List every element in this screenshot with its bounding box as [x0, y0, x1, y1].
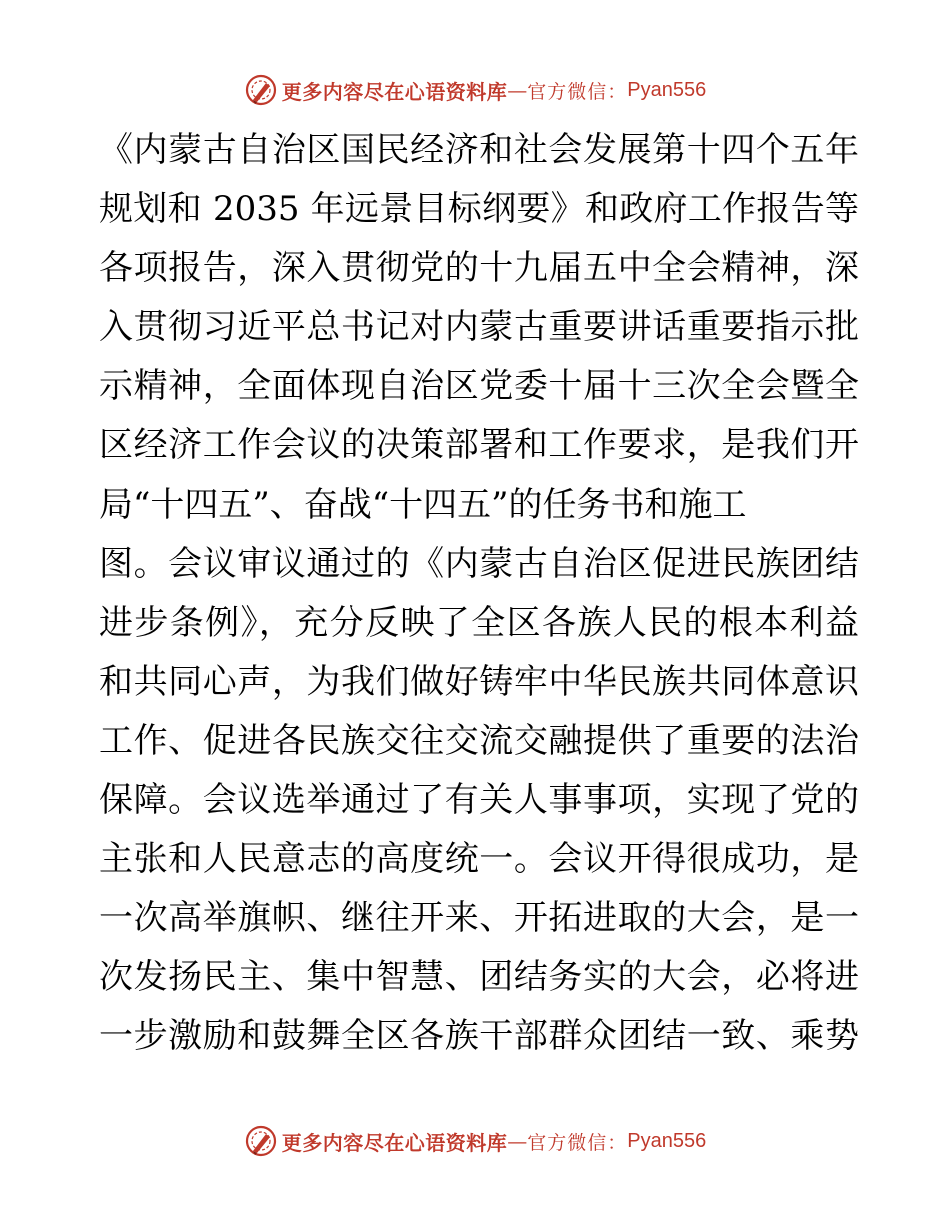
watermark-label: 官方微信：: [527, 80, 628, 103]
body-line: 一次高举旗帜、继往开来、开拓进取的大会，是一: [99, 898, 859, 939]
document-body: [99, 121, 859, 1067]
pen-nib-logo-icon: [244, 73, 278, 107]
footer-watermark: [0, 1121, 950, 1161]
body-line: 区经济工作会议的决策部署和工作要求，是我们开: [99, 425, 859, 466]
body-line: 次发扬民主、集中智慧、团结务实的大会，必将进: [99, 957, 859, 998]
body-line: 示精神，全面体现自治区党委十届十三次全会暨全: [99, 366, 859, 407]
body-line: 进步条例》，充分反映了全区各族人民的根本利益: [99, 602, 859, 643]
watermark-wechat-id: Pyan556: [627, 1129, 707, 1152]
body-line: 保障。会议选举通过了有关人事事项，实现了党的: [99, 780, 859, 821]
body-line: 入贯彻习近平总书记对内蒙古重要讲话重要指示批: [99, 307, 859, 348]
body-line: 《内蒙古自治区国民经济和社会发展第十四个五年: [99, 130, 859, 170]
body-line: 图。会议审议通过的《内蒙古自治区促进民族团结: [99, 543, 859, 584]
body-line: 主张和人民意志的高度统一。会议开得很成功，是: [99, 839, 859, 880]
watermark-dash: —: [507, 1129, 528, 1153]
body-line: 和共同心声，为我们做好铸牢中华民族共同体意识: [99, 661, 859, 702]
watermark-wechat-id: Pyan556: [627, 78, 707, 101]
watermark-dash: —: [507, 78, 528, 102]
pen-nib-logo-icon: [244, 1124, 278, 1158]
watermark-label: 官方微信：: [527, 1131, 628, 1154]
watermark-brand: 更多内容尽在心语资料库: [281, 79, 508, 104]
body-line: 规划和 2035 年远景目标纲要》和政府工作报告等: [99, 189, 859, 230]
header-watermark: [0, 70, 950, 110]
body-line: 各项报告，深入贯彻党的十九届五中全会精神，深: [99, 248, 859, 289]
body-line: 一步激励和鼓舞全区各族干部群众团结一致、乘势: [99, 1016, 859, 1057]
body-line: 局“十四五”、奋战“十四五”的任务书和施工: [99, 484, 747, 525]
watermark-brand: 更多内容尽在心语资料库: [281, 1130, 508, 1155]
body-line: 工作、促进各民族交往交流交融提供了重要的法治: [99, 720, 859, 761]
